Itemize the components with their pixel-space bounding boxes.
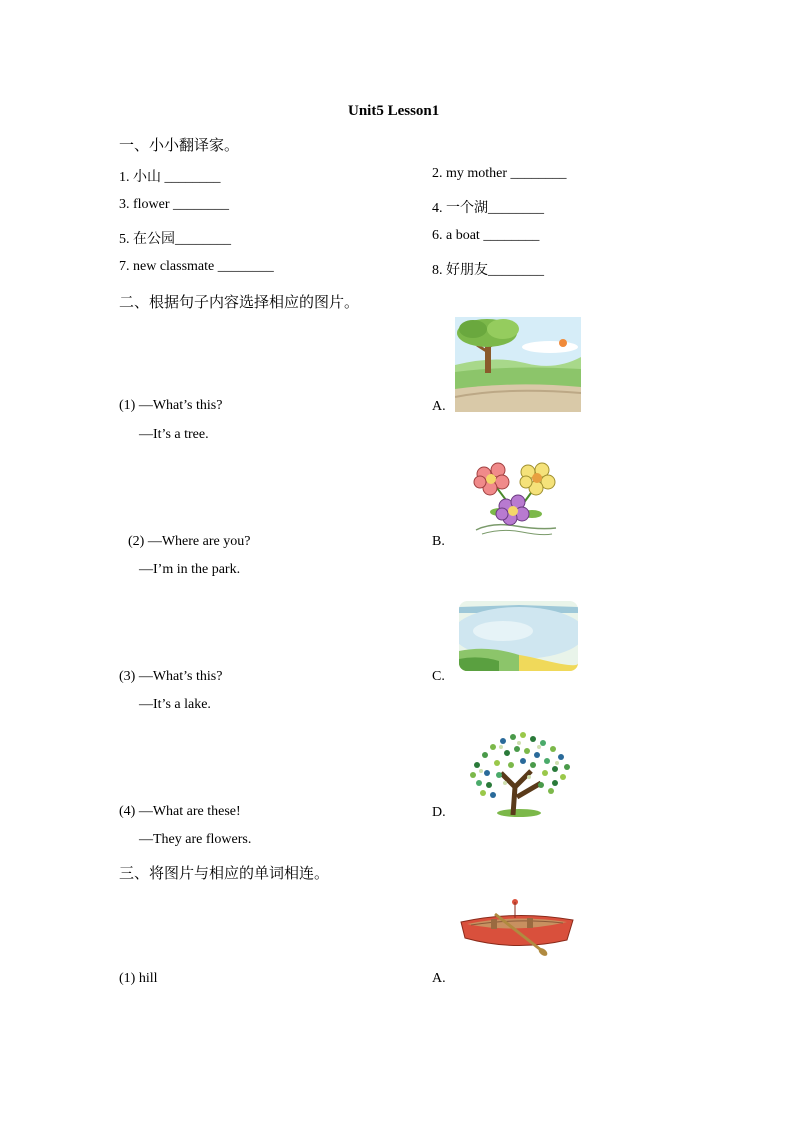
answer-text: —It’s a tree. — [139, 427, 209, 442]
option-label: C. — [432, 669, 445, 684]
answer-text: —It’s a lake. — [139, 697, 211, 712]
section-2-heading: 二、根据句子内容选择相应的图片。 — [119, 295, 360, 311]
boat-picture — [455, 888, 581, 984]
translation-item: 7. new classmate ________ — [119, 259, 274, 274]
park-picture — [455, 317, 581, 412]
option-label: A. — [432, 971, 446, 986]
question-text: (3) —What’s this? — [119, 669, 223, 684]
match-item: (1) hill — [119, 971, 158, 986]
flowers-picture — [472, 460, 560, 540]
section-1-heading: 一、小小翻译家。 — [119, 138, 240, 154]
translation-item: 1. 小山 ________ — [119, 170, 221, 185]
translation-item: 4. 一个湖________ — [432, 201, 544, 216]
lake-picture — [459, 601, 578, 671]
question-text: (1) —What’s this? — [119, 398, 223, 413]
translation-item: 8. 好朋友________ — [432, 263, 544, 278]
translation-item: 5. 在公园________ — [119, 232, 231, 247]
option-label: D. — [432, 805, 446, 820]
translation-item: 6. a boat ________ — [432, 228, 540, 243]
translation-item: 3. flower ________ — [119, 197, 230, 212]
question-text: (2) —Where are you? — [128, 534, 251, 549]
translation-item: 2. my mother ________ — [432, 166, 567, 181]
option-label: B. — [432, 534, 445, 549]
answer-text: —I’m in the park. — [139, 562, 241, 577]
question-text: (4) —What are these! — [119, 804, 241, 819]
tree-picture — [457, 725, 579, 819]
answer-text: —They are flowers. — [139, 832, 252, 847]
page-title: Unit5 Lesson1 — [348, 103, 440, 119]
option-label: A. — [432, 399, 446, 414]
section-3-heading: 三、将图片与相应的单词相连。 — [119, 866, 330, 882]
